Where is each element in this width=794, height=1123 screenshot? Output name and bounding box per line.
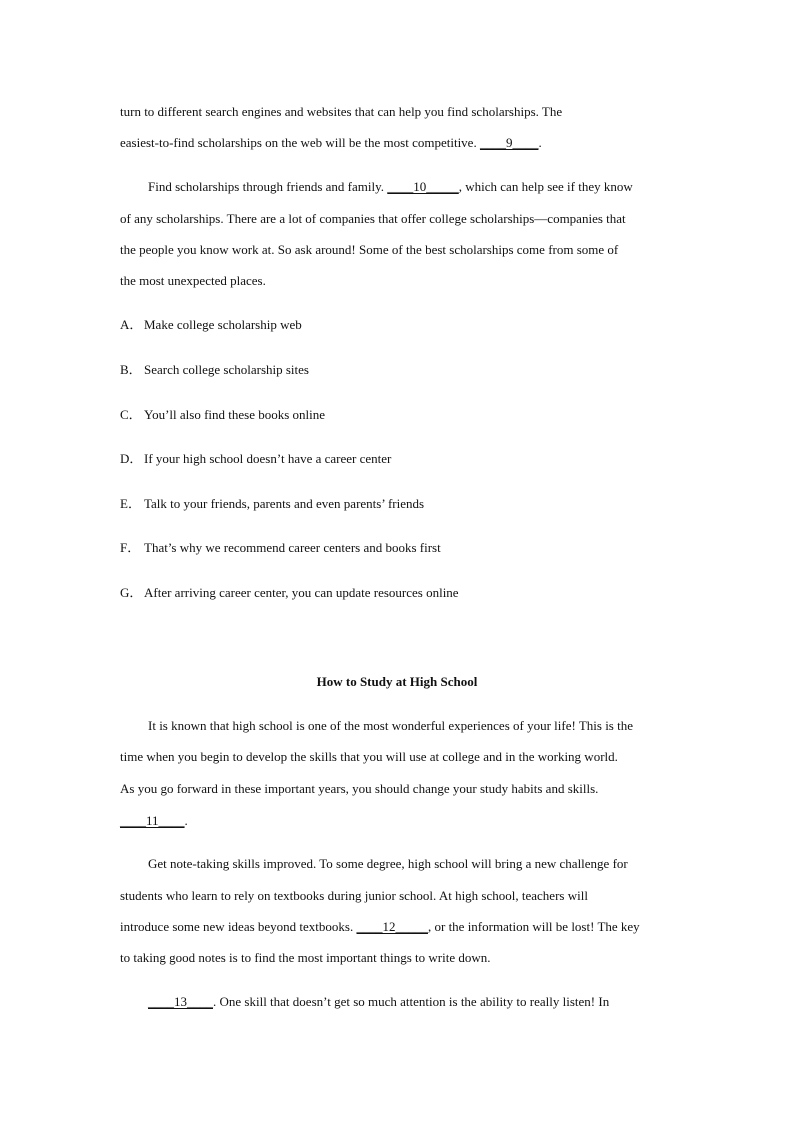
text-segment: introduce some new ideas beyond textbooks. (120, 919, 357, 934)
option-text: After arriving career center, you can update resources online (144, 585, 459, 600)
paragraph-line: to taking good notes is to find the most important things to write down. (120, 950, 491, 965)
option-text: That’s why we recommend career centers and books first (144, 540, 441, 555)
blank-11[interactable]: ____11____ (120, 813, 185, 828)
option-text: Search college scholarship sites (144, 362, 309, 377)
option-letter: C． (120, 407, 142, 422)
option-text: Talk to your friends, parents and even parents’ friends (144, 496, 425, 511)
option-e[interactable] (120, 496, 424, 512)
option-letter: A． (120, 317, 143, 332)
blank-9[interactable]: ____9____ (479, 135, 539, 150)
option-text: Make college scholarship web (144, 317, 302, 332)
text-segment: easiest-to-find scholarships on the web will be the most competitive. (120, 135, 480, 150)
blank-13[interactable]: ____13____ (148, 994, 213, 1009)
text-segment: Find scholarships through friends and family. (148, 179, 388, 194)
text-segment: , or the information will be lost! The key (427, 919, 640, 934)
option-letter: D． (120, 451, 143, 466)
paragraph-line: the people you know work at. So ask around! Some of the best scholarships come from some of (120, 242, 619, 257)
paragraph-line: As you go forward in these important years, you should change your study habits and skills. (120, 781, 599, 796)
option-text: If your high school doesn’t have a career center (144, 451, 392, 466)
paragraph-line: time when you begin to develop the skills that you will use at college and in the working world. (120, 749, 618, 764)
option-d[interactable] (120, 451, 391, 467)
text-segment: . One skill that doesn’t get so much attention is the ability to really listen! In (213, 994, 610, 1009)
option-letter: E． (120, 496, 141, 511)
text-segment: , which can help see if they know (458, 179, 633, 194)
option-letter: G． (120, 585, 143, 600)
paragraph-line: turn to different search engines and websites that can help you find scholarships. The (120, 104, 563, 119)
paragraph-line: of any scholarships. There are a lot of companies that offer college scholarships—companies that (120, 211, 626, 226)
paragraph-line: Get note-taking skills improved. To some degree, high school will bring a new challenge for (148, 856, 628, 871)
text-segment: . (538, 135, 542, 150)
paragraph-line (148, 179, 633, 195)
paragraph-line (120, 813, 188, 829)
option-letter: F． (120, 540, 141, 555)
paragraph-line: the most unexpected places. (120, 273, 266, 288)
section-title: How to Study at High School (316, 674, 478, 689)
option-letter: B． (120, 362, 142, 377)
option-f[interactable] (120, 540, 441, 556)
option-b[interactable] (120, 362, 309, 378)
blank-10[interactable]: ____10_____ (387, 179, 459, 194)
paragraph-line (120, 919, 640, 935)
option-text: You’ll also find these books online (144, 407, 326, 422)
option-c[interactable] (120, 407, 325, 423)
blank-12[interactable]: ____12_____ (356, 919, 428, 934)
paragraph-line: students who learn to rely on textbooks during junior school. At high school, teachers will (120, 888, 588, 903)
paragraph-line (120, 135, 542, 151)
text-segment: . (184, 813, 188, 828)
option-a[interactable] (120, 317, 302, 333)
paragraph-line (148, 994, 609, 1010)
option-g[interactable] (120, 585, 459, 601)
paragraph-line: It is known that high school is one of the most wonderful experiences of your life! This is the (148, 718, 633, 733)
